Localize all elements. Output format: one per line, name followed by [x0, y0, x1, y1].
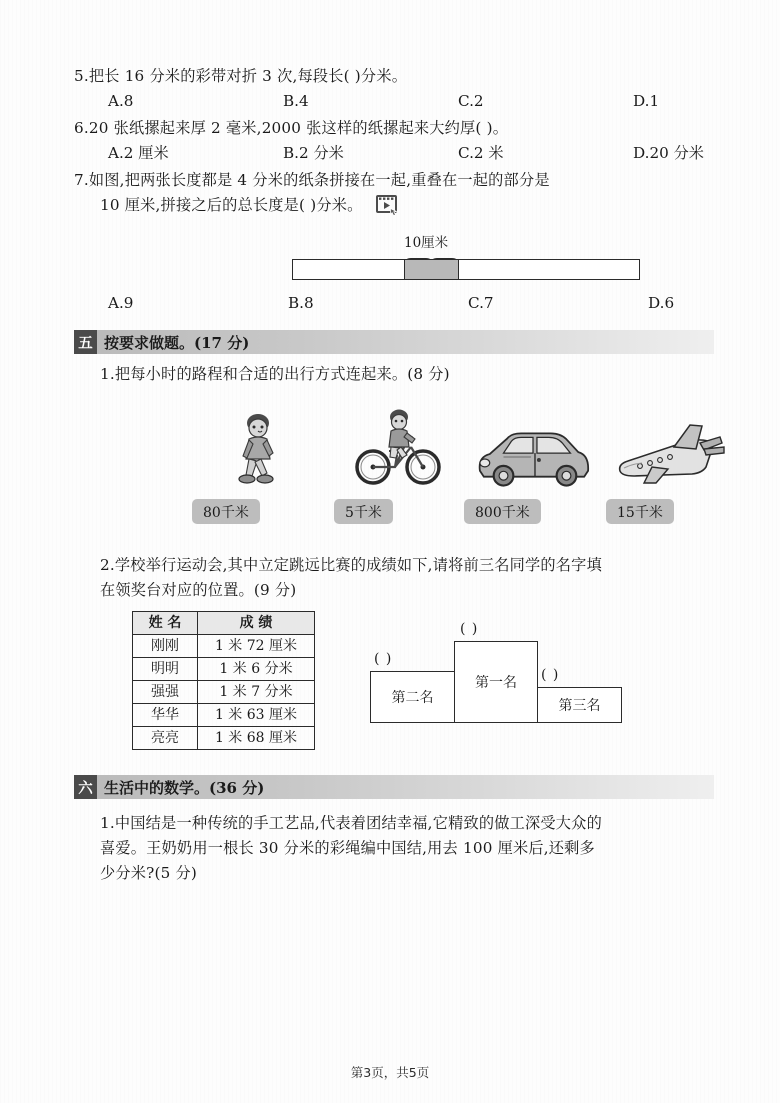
cyclist-illustration[interactable]	[339, 401, 459, 489]
distance-chip-2[interactable]: 5千米	[334, 499, 393, 524]
table-cell-score: 1 米 63 厘米	[198, 704, 315, 727]
airplane-illustration[interactable]	[612, 401, 732, 489]
question-7-stem-line1: 7.如图,把两张长度都是 4 分米的纸条拼接在一起,重叠在一起的部分是	[74, 171, 550, 189]
podium-step-first: 第一名	[454, 641, 538, 723]
walking-person-illustration[interactable]	[198, 401, 318, 489]
question-5-stem: 5.把长 16 分米的彩带对折 3 次,每段长( )分米。	[74, 67, 408, 85]
table-cell-score: 1 米 68 厘米	[198, 727, 315, 750]
section5-q2-stem-line2: 在领奖台对应的位置。(9 分)	[100, 581, 297, 599]
table-header-score: 成 绩	[198, 612, 315, 635]
section6-q1-line1: 1.中国结是一种传统的手工艺品,代表着团结幸福,它精致的做工深受大众的	[100, 814, 602, 832]
question-6-stem: 6.20 张纸摞起来厚 2 毫米,2000 张这样的纸摞起来大约厚( )。	[74, 119, 509, 137]
table-header-name: 姓 名	[133, 612, 198, 635]
podium-blank-first[interactable]: ( )	[460, 621, 479, 637]
question-7-stem-line2: 10 厘米,拼接之后的总长度是( )分米。	[100, 196, 363, 214]
table-row	[133, 658, 315, 681]
paper-strip-bar	[292, 259, 640, 280]
table-row	[133, 681, 315, 704]
table-cell-name: 刚刚	[133, 635, 198, 658]
section5-q2-figures	[74, 611, 714, 761]
question-6-option-b[interactable]: B.2 分米	[283, 144, 344, 162]
distance-chip-3[interactable]: 800千米	[464, 499, 541, 524]
question-7-stem-line2-row	[74, 193, 714, 225]
table-cell-name: 亮亮	[133, 727, 198, 750]
question-7	[74, 168, 714, 316]
section-five-number: 五	[74, 330, 97, 354]
transport-illustrations-row	[74, 401, 714, 489]
section5-question-2	[74, 553, 714, 761]
question-5-option-a[interactable]: A.8	[108, 92, 134, 110]
table-cell-name: 强强	[133, 681, 198, 704]
question-5-options	[74, 89, 714, 114]
section6-question-1	[74, 811, 714, 1026]
section-six-title: 生活中的数学。(36 分)	[104, 778, 265, 797]
section-five-title: 按要求做题。(17 分)	[104, 333, 250, 352]
section6-q1-line3: 少分米?(5 分)	[100, 864, 198, 882]
question-6	[74, 116, 714, 166]
table-cell-score: 1 米 6 分米	[198, 658, 315, 681]
question-7-option-a[interactable]: A.9	[108, 294, 134, 312]
table-row	[133, 727, 315, 750]
question-5-option-d[interactable]: D.1	[633, 92, 660, 110]
question-6-options	[74, 141, 714, 166]
question-7-options	[74, 291, 714, 316]
table-cell-score: 1 米 72 厘米	[198, 635, 315, 658]
question-6-option-c[interactable]: C.2 米	[458, 144, 504, 162]
question-7-option-d[interactable]: D.6	[648, 294, 675, 312]
table-cell-name: 华华	[133, 704, 198, 727]
long-jump-score-table	[132, 611, 315, 750]
section6-q1-line2: 喜爱。王奶奶用一根长 30 分米的彩绳编中国结,用去 100 厘米后,还剩多	[100, 839, 595, 857]
section5-q2-stem-line1: 2.学校举行运动会,其中立定跳远比赛的成绩如下,请将前三名同学的名字填	[100, 556, 602, 574]
distance-chip-4[interactable]: 15千米	[606, 499, 674, 524]
section-header-six	[74, 775, 714, 799]
section-six-number: 六	[74, 775, 97, 799]
question-7-option-b[interactable]: B.8	[288, 294, 314, 312]
distance-chips-row	[74, 499, 714, 539]
podium-blank-third[interactable]: ( )	[541, 667, 560, 683]
question-6-option-a[interactable]: A.2 厘米	[108, 144, 169, 162]
section5-question-1	[74, 362, 714, 539]
section5-q1-stem: 1.把每小时的路程和合适的出行方式连起来。(8 分)	[100, 365, 450, 383]
podium-step-second: 第二名	[370, 671, 455, 723]
paper-strip-overlap-region	[404, 259, 459, 280]
question-5	[74, 64, 714, 114]
question-6-option-d[interactable]: D.20 分米	[633, 144, 704, 162]
page-content	[74, 64, 714, 1028]
page-footer: 第3页，共5页	[350, 1065, 430, 1080]
table-cell-name: 明明	[133, 658, 198, 681]
table-row	[133, 635, 315, 658]
answer-writing-space[interactable]	[74, 886, 714, 1026]
podium-step-third: 第三名	[537, 687, 622, 723]
podium-diagram	[362, 621, 652, 739]
strip-overlap-label: 10厘米	[404, 235, 449, 251]
distance-chip-1[interactable]: 80千米	[192, 499, 260, 524]
table-cell-score: 1 米 7 分米	[198, 681, 315, 704]
car-illustration[interactable]	[474, 401, 594, 489]
video-play-icon[interactable]	[376, 195, 400, 225]
paper-strip-figure	[74, 231, 714, 287]
question-5-option-c[interactable]: C.2	[458, 92, 484, 110]
table-row	[133, 704, 315, 727]
podium-blank-second[interactable]: ( )	[374, 651, 393, 667]
question-5-option-b[interactable]: B.4	[283, 92, 309, 110]
question-7-option-c[interactable]: C.7	[468, 294, 494, 312]
table-header-row	[133, 612, 315, 635]
strip-brace-icon	[404, 250, 459, 258]
section-header-five	[74, 330, 714, 354]
